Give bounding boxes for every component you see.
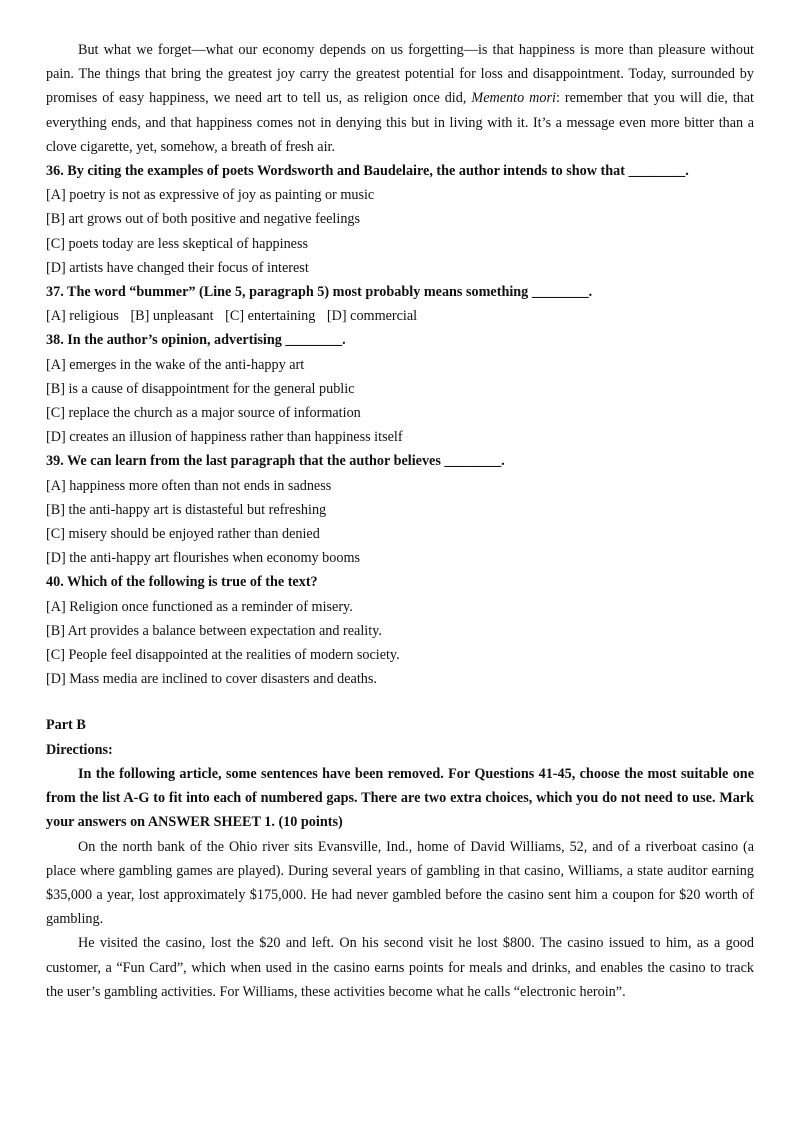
question-40-option-a: [A] Religion once functioned as a reminder of misery. <box>46 598 353 615</box>
question-40-option-c: [C] People feel disappointed at the realities of modern society. <box>46 647 400 664</box>
question-36-option-b: [B] art grows out of both positive and negative feelings <box>46 211 361 228</box>
intro-paragraph <box>46 38 754 159</box>
question-40-stem: 40. Which of the following is true of the text? <box>46 574 318 591</box>
question-37-options <box>46 304 754 328</box>
intro-italic-phrase: Memento mori <box>471 90 556 107</box>
question-39-option-d: [D] the anti-happy art flourishes when economy booms <box>46 550 361 567</box>
part-b-title: Part B <box>46 717 86 734</box>
article-paragraph-2: He visited the casino, lost the $20 and left. On his second visit he lost $800. The casino issued to him, as a good customer, a “Fun Card”, which when used in the casino earns points for meals and drinks, and enables the casino to track the user’s gambling activities. For Williams, these activities become what he calls “electronic heroin”. <box>46 935 754 1000</box>
question-39-option-c: [C] misery should be enjoyed rather than denied <box>46 526 320 543</box>
question-39-stem: 39. We can learn from the last paragraph that the author believes ________. <box>46 453 505 470</box>
question-37-option-d: [D] commercial <box>326 308 418 325</box>
document-page <box>46 38 754 1004</box>
directions-label: Directions: <box>46 741 113 758</box>
question-37-option-b: [B] unpleasant <box>130 308 214 325</box>
article-paragraph-1: On the north bank of the Ohio river sits Evansville, Ind., home of David Williams, 52, and of a riverboat casino (a place where gambling games are played). During several years of gambling in that casino, Williams, a state auditor earning $35,000 a year, lost approximately $175,000. He had never gambled before the casino sent him a coupon for $20 worth of gambling. <box>46 838 754 928</box>
question-38-option-b: [B] is a cause of disappointment for the general public <box>46 380 355 397</box>
question-38-option-d: [D] creates an illusion of happiness rather than happiness itself <box>46 429 403 446</box>
question-38-option-c: [C] replace the church as a major source of information <box>46 405 361 422</box>
question-37-stem: 37. The word “bummer” (Line 5, paragraph 5) most probably means something ________. <box>46 284 593 301</box>
intro-text-a: But what we forget—what our economy depends on us forgetting—is that happiness is more than pleasure without pain. The things that bring the greatest joy carry the greatest potential for loss and disappointment. Today, surrounded by promises of easy happiness, we need art to tell us, as religion once did, <box>46 42 754 107</box>
question-39-option-b: [B] the anti-happy art is distasteful but refreshing <box>46 501 327 518</box>
intro-text-b: : remember that you will die, that everything ends, and that happiness comes not in denying this but in living with it. It’s a message even more bitter than a clove cigarette, yet, somehow, a breath of fresh air. <box>46 90 754 155</box>
section-spacer <box>46 691 754 713</box>
question-40-option-b: [B] Art provides a balance between expectation and reality. <box>46 622 382 639</box>
question-37-option-a: [A] religious <box>46 308 119 325</box>
question-38-stem: 38. In the author’s opinion, advertising ________. <box>46 332 346 349</box>
question-36-stem: 36. By citing the examples of poets Wordsworth and Baudelaire, the author intends to show that ________. <box>46 163 689 180</box>
question-36-option-c: [C] poets today are less skeptical of happiness <box>46 235 309 252</box>
question-38-option-a: [A] emerges in the wake of the anti-happy art <box>46 356 305 373</box>
question-37-option-c: [C] entertaining <box>225 308 316 325</box>
question-39-option-a: [A] happiness more often than not ends in sadness <box>46 477 332 494</box>
question-36-option-d: [D] artists have changed their focus of interest <box>46 259 309 276</box>
directions-text: In the following article, some sentences have been removed. For Questions 41-45, choose the most suitable one from the list A-G to fit into each of numbered gaps. There are two extra choices, which you do not need to use. Mark your answers on ANSWER SHEET 1. (10 points) <box>46 765 754 831</box>
question-40-option-d: [D] Mass media are inclined to cover disasters and deaths. <box>46 671 377 688</box>
question-36-option-a: [A] poetry is not as expressive of joy as painting or music <box>46 187 375 204</box>
